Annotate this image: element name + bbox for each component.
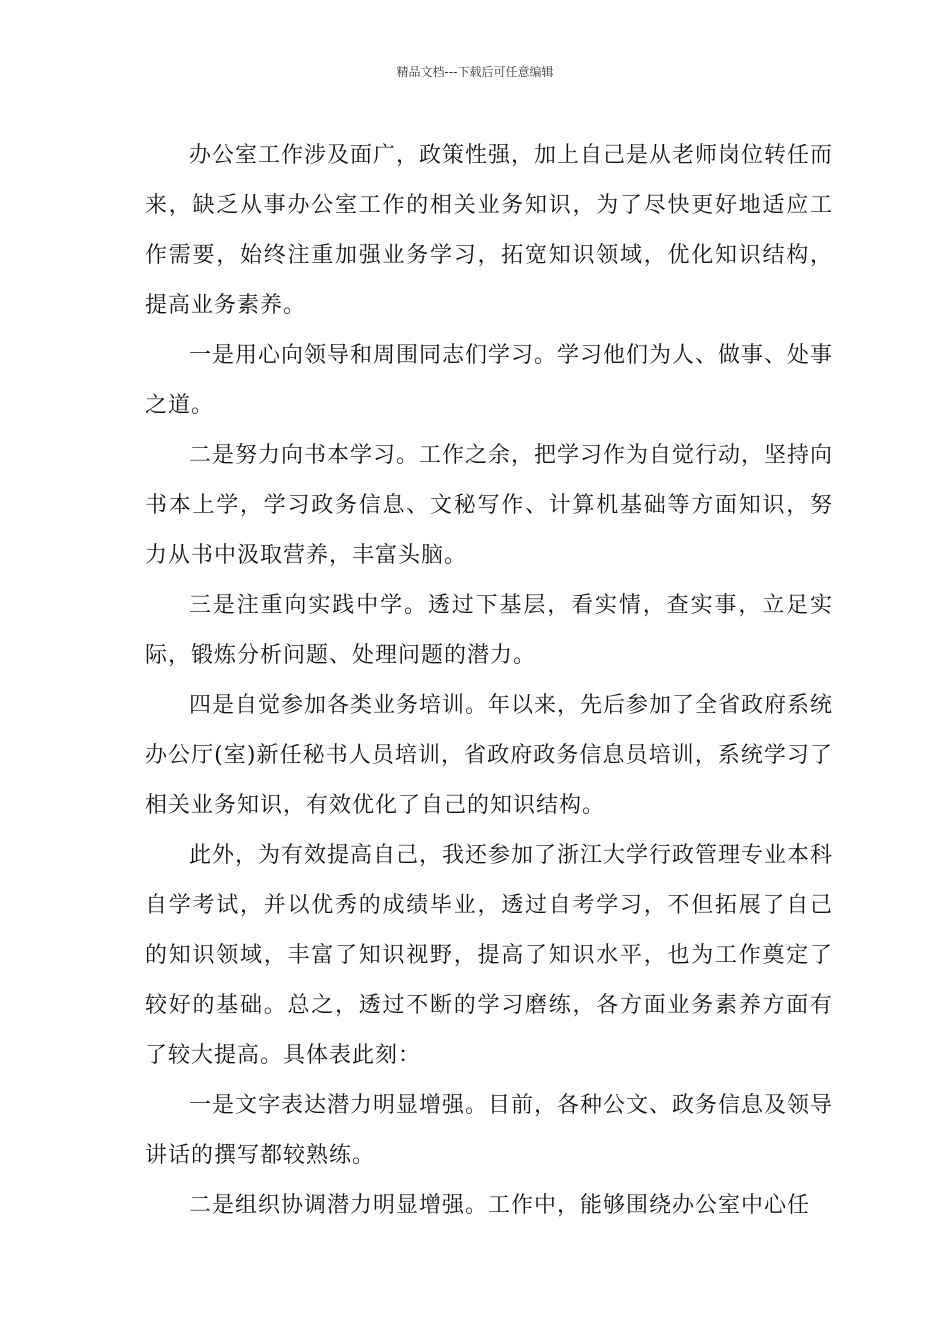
paragraph-7: 一是文字表达潜力明显增强。目前，各种公文、政务信息及领导讲话的撰写都较熟练。 bbox=[145, 1093, 834, 1168]
paragraph-1: 办公室工作涉及面广，政策性强，加上自己是从老师岗位转任而来，缺乏从事办公室工作的相关业务知识，为了尽快更好地适应工作需要，始终注重加强业务学习，拓宽知识领域，优化知识结构，提高业务素养。 bbox=[145, 143, 834, 318]
paragraph-4: 三是注重向实践中学。透过下基层，看实情，查实事，立足实际，锻炼分析问题、处理问题的潜力。 bbox=[145, 593, 833, 668]
paragraph-8: 二是组织协调潜力明显增强。工作中，能够围绕办公室中心任 bbox=[189, 1193, 811, 1218]
paragraph-5: 四是自觉参加各类业务培训。年以来，先后参加了全省政府系统办公厅(室)新任秘书人员培训，省政府政务信息员培训，系统学习了相关业务知识，有效优化了自己的知识结构。 bbox=[145, 693, 834, 818]
document-body bbox=[145, 131, 833, 1231]
page-header: 精品文档---下载后可任意编辑 bbox=[396, 65, 554, 79]
paragraph-2: 一是用心向领导和周围同志们学习。学习他们为人、做事、处事之道。 bbox=[145, 343, 834, 418]
paragraph-3: 二是努力向书本学习。工作之余，把学习作为自觉行动，坚持向书本上学，学习政务信息、文秘写作、计算机基础等方面知识，努力从书中汲取营养，丰富头脑。 bbox=[145, 443, 834, 568]
paragraph-6: 此外，为有效提高自己，我还参加了浙江大学行政管理专业本科自学考试，并以优秀的成绩毕业，透过自考学习，不但拓展了自己的知识领域，丰富了知识视野，提高了知识水平，也为工作奠定了较好的基础。总之，透过不断的学习磨练，各方面业务素养方面有了较大提高。具体表此刻： bbox=[145, 843, 834, 1068]
